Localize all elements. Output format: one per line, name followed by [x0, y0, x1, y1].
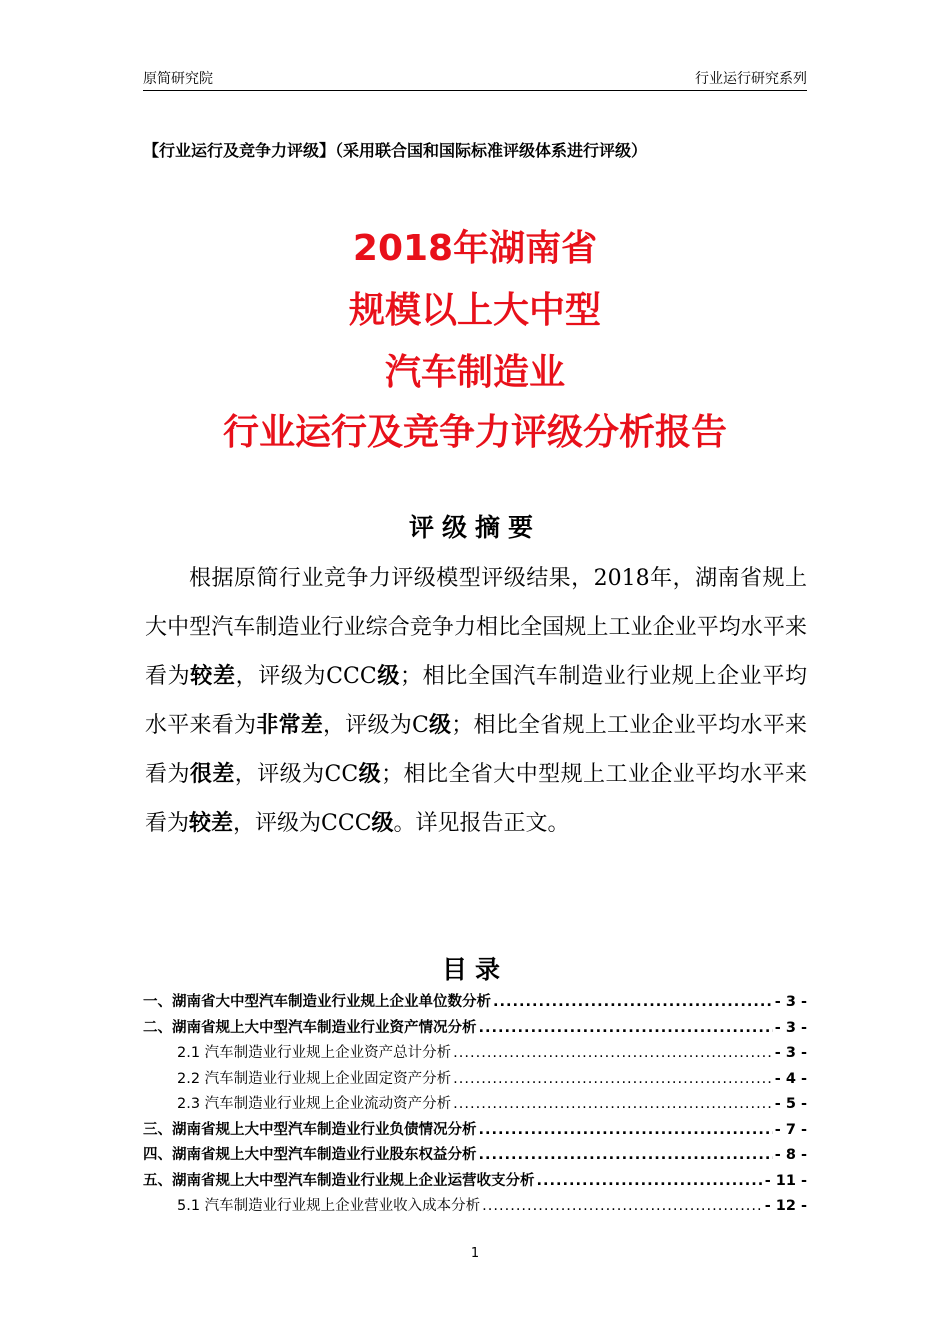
- header-series: 行业运行研究系列: [695, 71, 807, 87]
- toc-item[interactable]: 四、湖南省规上大中型汽车制造业行业股东权益分析 ..... - 8 -: [143, 1143, 807, 1169]
- rating-term: 较差: [190, 664, 236, 689]
- report-title-line-3: 汽车制造业: [384, 352, 565, 393]
- rating-term: 较差: [189, 811, 234, 836]
- toc-item[interactable]: 二、湖南省规上大中型汽车制造业行业资产情况分析 ..... - 3 -: [143, 1016, 807, 1042]
- table-of-contents: [143, 990, 807, 1220]
- rating-term: 很差: [189, 762, 235, 787]
- toc-item[interactable]: 一、湖南省大中型汽车制造业行业规上企业单位数分析 ..... - 3 -: [143, 990, 807, 1016]
- toc-item[interactable]: 5.1 汽车制造业行业规上企业营业收入成本分析 ..... - 12 -: [143, 1194, 807, 1220]
- page-header: [143, 66, 807, 91]
- summary-text: 根据原简行业竞争力评级模型评级结果，2018年，湖南省规上大中型汽车制造业行业综合竞争力相比全国规上工业企业平均水平来看为较差，评级为CCC级；相比全国汽车制造业行业规上企业平均水平来看为非常差，评级为C级；相比全省规上工业企业平均水平来看为很差，评级为CC级；相比全省大中型规上工业企业平均水平来看为较差，评级为CCC级。详见报告正文。: [145, 566, 807, 836]
- summary-heading: 评级摘要: [408, 513, 541, 542]
- toc-item[interactable]: 2.2 汽车制造业行业规上企业固定资产分析 ..... - 4 -: [143, 1067, 807, 1093]
- report-title-line-1: 2018年湖南省: [352, 228, 598, 269]
- toc-item[interactable]: 2.1 汽车制造业行业规上企业资产总计分析 ..... - 3 -: [143, 1041, 807, 1067]
- toc-item[interactable]: 2.3 汽车制造业行业规上企业流动资产分析 ..... - 5 -: [143, 1092, 807, 1118]
- header-org: 原简研究院: [143, 71, 213, 87]
- toc-heading: 目录: [441, 955, 508, 984]
- report-subtitle: 【行业运行及竞争力评级】（采用联合国和国际标准评级体系进行评级）: [143, 141, 648, 160]
- report-title-line-2: 规模以上大中型: [348, 290, 601, 331]
- toc-item[interactable]: 三、湖南省规上大中型汽车制造业行业负债情况分析 ..... - 7 -: [143, 1118, 807, 1144]
- report-title-line-4: 行业运行及竞争力评级分析报告: [222, 412, 727, 453]
- rating-term: 非常差: [256, 713, 323, 738]
- toc-item[interactable]: 五、湖南省规上大中型汽车制造业行业规上企业运营收支分析 ..... - 11 -: [143, 1169, 807, 1195]
- page-number: 1: [470, 1246, 480, 1261]
